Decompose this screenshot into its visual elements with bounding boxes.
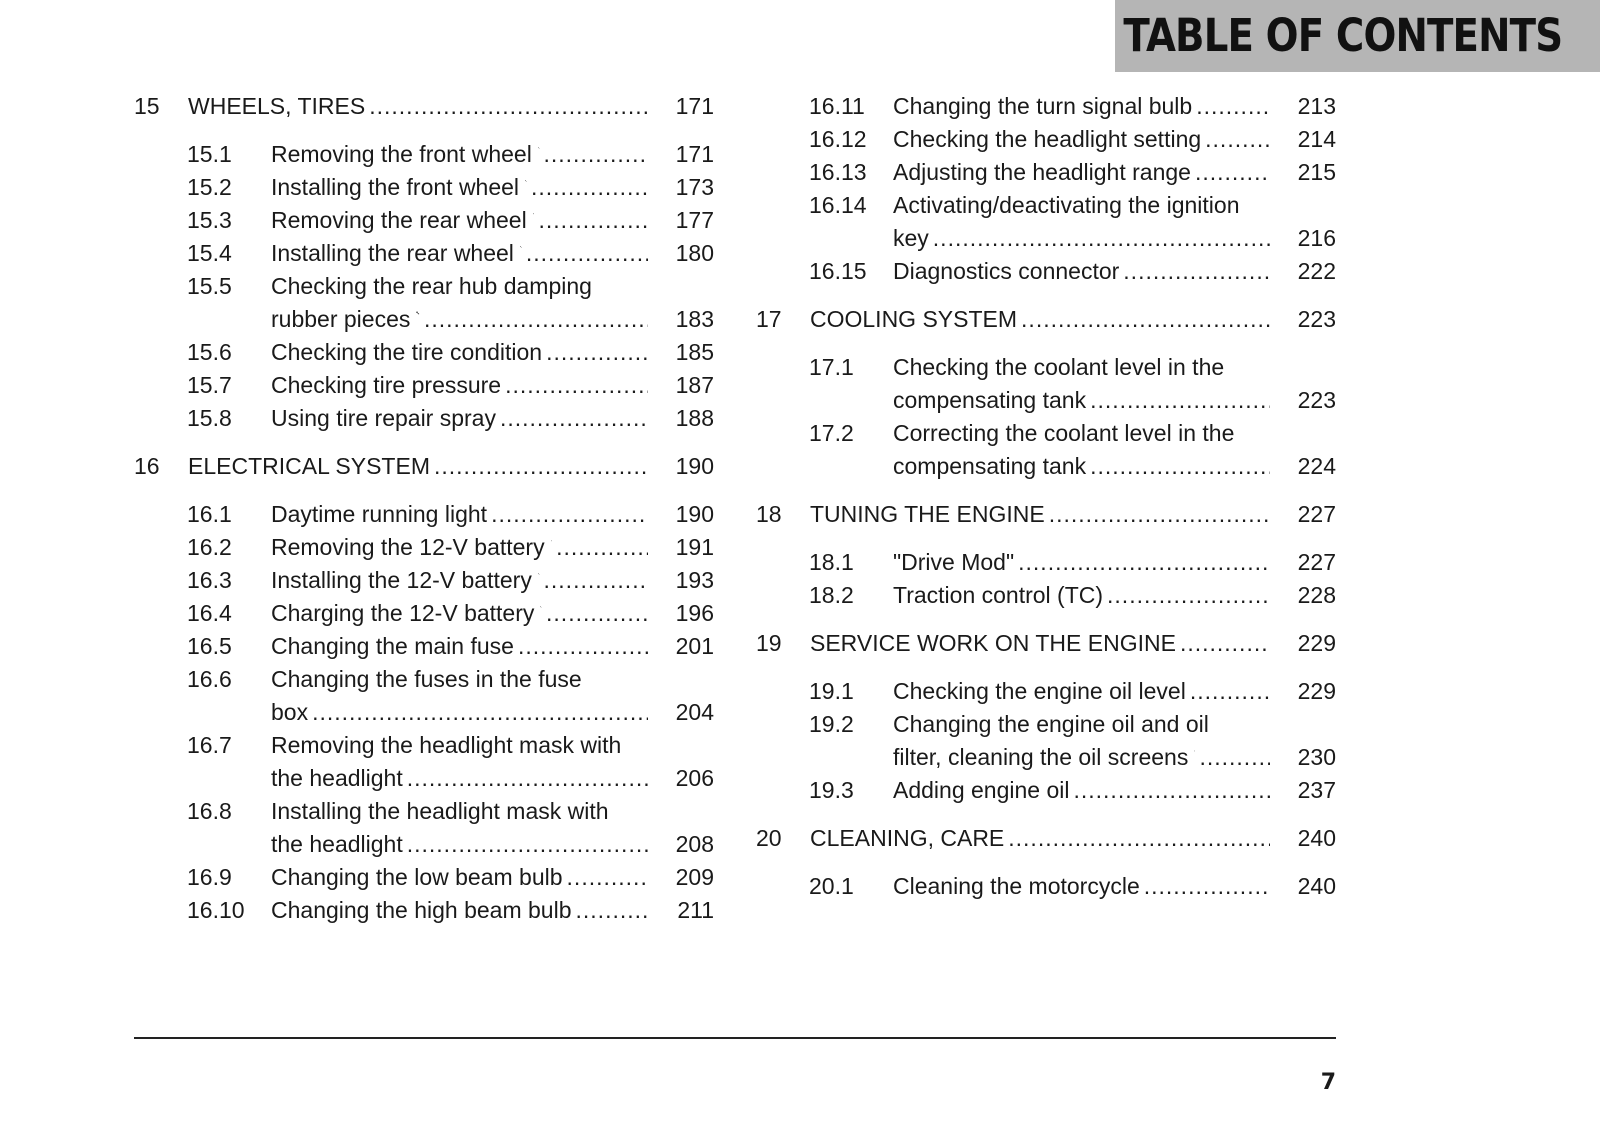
section-title <box>271 795 714 861</box>
toc-entry[interactable] <box>756 90 1336 123</box>
section-title-line: compensating tank <box>893 453 1087 479</box>
section-title <box>271 270 714 336</box>
page-number: 7 <box>1320 1070 1336 1095</box>
section-number: 16 <box>134 453 160 479</box>
toc-right-column <box>756 90 1336 903</box>
section-title-line: Changing the turn signal bulb <box>893 93 1193 119</box>
section-number: 15.7 <box>187 372 232 398</box>
toc-entry[interactable] <box>134 270 714 336</box>
page-reference: 223 <box>1297 306 1336 332</box>
section-title-line: SERVICE WORK ON THE ENGINE <box>810 630 1176 656</box>
dot-leader <box>546 336 648 369</box>
section-number: 17 <box>756 306 782 332</box>
section-title-line: Checking the engine oil level <box>893 678 1186 704</box>
section-number: 17.1 <box>809 354 854 380</box>
toc-entry[interactable] <box>134 237 714 270</box>
dot-leader <box>556 531 648 564</box>
section-title-line: Diagnostics connector <box>893 258 1120 284</box>
toc-entry[interactable] <box>134 171 714 204</box>
toc-entry[interactable] <box>756 870 1336 903</box>
section-title-line: Installing the rear wheel <box>271 240 514 266</box>
page-reference: 227 <box>1297 549 1336 575</box>
toc-chapter[interactable] <box>134 450 714 483</box>
toc-entry[interactable] <box>134 138 714 171</box>
section-number: 16.3 <box>187 567 232 593</box>
page-reference: 171 <box>675 141 714 167</box>
page-reference: 240 <box>1297 873 1336 899</box>
toc-entry[interactable] <box>756 156 1336 189</box>
section-number: 18.2 <box>809 582 854 608</box>
dot-leader <box>933 222 1270 255</box>
section-title-line: Daytime running light <box>271 501 488 527</box>
page-reference: 193 <box>675 567 714 593</box>
section-title <box>271 138 714 171</box>
section-title-line: Adding engine oil <box>893 777 1070 803</box>
page-reference: 173 <box>675 174 714 200</box>
page-reference: 171 <box>675 93 714 119</box>
page-reference: 188 <box>675 405 714 431</box>
dot-leader <box>407 762 648 795</box>
section-title <box>893 123 1336 156</box>
section-number: 15.3 <box>187 207 232 233</box>
dot-leader <box>538 204 648 237</box>
page-reference: 224 <box>1297 453 1336 479</box>
wrench-icon <box>538 138 540 158</box>
section-title <box>893 156 1336 189</box>
dot-leader <box>1205 123 1270 156</box>
dot-leader <box>531 171 648 204</box>
section-title <box>271 861 714 894</box>
toc-entry[interactable] <box>134 795 714 861</box>
section-title <box>271 894 714 927</box>
section-title-line: Installing the front wheel <box>271 174 520 200</box>
footer-divider <box>134 1037 1336 1039</box>
section-title-line: the headlight <box>271 831 403 857</box>
toc-chapter[interactable] <box>756 627 1336 660</box>
section-title <box>271 729 714 795</box>
section-title <box>271 564 714 597</box>
dot-leader <box>1180 627 1270 660</box>
section-title <box>893 417 1336 483</box>
section-title <box>271 663 714 729</box>
section-number: 18.1 <box>809 549 854 575</box>
page-reference: 237 <box>1297 777 1336 803</box>
section-title-line: Correcting the coolant level in the <box>893 420 1235 446</box>
page-reference: 177 <box>675 207 714 233</box>
section-title <box>188 90 714 123</box>
wrench-icon <box>525 171 527 191</box>
section-title <box>271 204 714 237</box>
section-number: 15.8 <box>187 405 232 431</box>
section-number: 15.6 <box>187 339 232 365</box>
page-reference: 190 <box>675 453 714 479</box>
toc-entry[interactable] <box>756 675 1336 708</box>
section-title-line: Changing the low beam bulb <box>271 864 563 890</box>
section-title-line: Charging the 12-V battery <box>271 600 535 626</box>
section-title <box>893 774 1336 807</box>
section-number: 16.11 <box>809 93 865 119</box>
toc-entry[interactable] <box>756 351 1336 417</box>
section-number: 19.2 <box>809 711 854 737</box>
dot-leader <box>544 138 649 171</box>
section-title <box>893 870 1336 903</box>
toc-entry[interactable] <box>134 336 714 369</box>
section-number: 16.10 <box>187 897 245 923</box>
section-number: 18 <box>756 501 782 527</box>
dot-leader <box>1199 741 1270 774</box>
section-title <box>271 336 714 369</box>
section-title <box>810 303 1336 336</box>
toc-entry[interactable] <box>134 630 714 663</box>
section-title-line: box <box>271 699 309 725</box>
section-title-line: Traction control (TC) <box>893 582 1104 608</box>
dot-leader <box>1090 384 1270 417</box>
toc-left-column <box>134 90 714 927</box>
section-number: 16.6 <box>187 666 232 692</box>
section-title <box>271 531 714 564</box>
page-reference: 216 <box>1297 225 1336 251</box>
dot-leader <box>1018 546 1270 579</box>
toc-entry[interactable] <box>134 498 714 531</box>
page-reference: 214 <box>1297 126 1336 152</box>
toc-entry[interactable] <box>134 597 714 630</box>
page-reference: 228 <box>1297 582 1336 608</box>
wrench-icon <box>540 597 542 617</box>
page-reference: 206 <box>675 765 714 791</box>
section-title <box>271 630 714 663</box>
page-reference: 187 <box>675 372 714 398</box>
section-title-line: Removing the 12-V battery <box>271 534 545 560</box>
dot-leader <box>407 828 648 861</box>
page-reference: 240 <box>1297 825 1336 851</box>
section-title-line: Installing the 12-V battery <box>271 567 532 593</box>
section-title-line: COOLING SYSTEM <box>810 306 1018 332</box>
section-title-line: Removing the front wheel <box>271 141 532 167</box>
section-title <box>188 450 714 483</box>
toc-entry[interactable] <box>134 531 714 564</box>
wrench-icon <box>520 237 522 257</box>
toc-entry[interactable] <box>134 894 714 927</box>
dot-leader <box>1107 579 1270 612</box>
wrench-icon <box>416 303 420 323</box>
section-number: 20 <box>756 825 782 851</box>
section-title <box>893 675 1336 708</box>
dot-leader <box>1049 498 1270 531</box>
page-reference: 230 <box>1297 744 1336 770</box>
section-number: 16.8 <box>187 798 232 824</box>
dot-leader <box>576 894 648 927</box>
toc-entry[interactable] <box>756 579 1336 612</box>
dot-leader <box>500 402 648 435</box>
dot-leader <box>526 237 648 270</box>
section-title <box>893 90 1336 123</box>
dot-leader <box>544 564 648 597</box>
page-reference: 222 <box>1297 258 1336 284</box>
dot-leader <box>1123 255 1270 288</box>
page-title: TABLE OF CONTENTS <box>1123 9 1562 62</box>
dot-leader <box>1090 450 1270 483</box>
section-number: 19 <box>756 630 782 656</box>
section-title <box>810 822 1336 855</box>
section-title <box>810 498 1336 531</box>
toc-chapter[interactable] <box>756 822 1336 855</box>
page-reference: 229 <box>1297 678 1336 704</box>
section-title-line: TUNING THE ENGINE <box>810 501 1045 527</box>
section-number: 15.2 <box>187 174 232 200</box>
section-title-line: Checking tire pressure <box>271 372 502 398</box>
section-title <box>893 546 1336 579</box>
section-title <box>893 351 1336 417</box>
wrench-icon <box>551 531 552 551</box>
section-number: 16.1 <box>187 501 232 527</box>
page-reference: 211 <box>677 897 714 923</box>
toc-entry[interactable] <box>134 729 714 795</box>
section-title-line: Removing the rear wheel <box>271 207 527 233</box>
section-title-line: Using tire repair spray <box>271 405 496 431</box>
section-title-line: Changing the engine oil and oil <box>893 711 1209 737</box>
toc-entry[interactable] <box>756 546 1336 579</box>
section-title-line: Adjusting the headlight range <box>893 159 1191 185</box>
toc-chapter[interactable] <box>134 90 714 123</box>
section-number: 15.4 <box>187 240 232 266</box>
wrench-icon <box>1194 741 1195 761</box>
section-title <box>810 627 1336 660</box>
section-title <box>271 369 714 402</box>
section-number: 16.15 <box>809 258 867 284</box>
page-reference: 223 <box>1297 387 1336 413</box>
wrench-icon <box>538 564 540 584</box>
toc-entry[interactable] <box>756 189 1336 255</box>
section-number: 16.14 <box>809 192 867 218</box>
section-title-line: key <box>893 225 929 251</box>
toc-entry[interactable] <box>134 402 714 435</box>
section-number: 19.1 <box>809 678 854 704</box>
section-title-line: Changing the fuses in the fuse <box>271 666 582 692</box>
section-title-line: compensating tank <box>893 387 1087 413</box>
section-title-line: Checking the tire condition <box>271 339 543 365</box>
page-reference: 204 <box>675 699 714 725</box>
toc-entry[interactable] <box>134 369 714 402</box>
dot-leader <box>491 498 648 531</box>
page-reference: 185 <box>675 339 714 365</box>
dot-leader <box>312 696 648 729</box>
section-number: 15.5 <box>187 273 232 299</box>
section-number: 16.9 <box>187 864 232 890</box>
toc-entry[interactable] <box>756 774 1336 807</box>
section-title <box>271 597 714 630</box>
section-title-line: Installing the headlight mask with <box>271 798 609 824</box>
section-title-line: WHEELS, TIRES <box>188 93 366 119</box>
wrench-icon <box>533 204 535 224</box>
section-title-line: Activating/deactivating the ignition <box>893 192 1240 218</box>
section-title-line: Checking the coolant level in the <box>893 354 1225 380</box>
section-title-line: Cleaning the motorcycle <box>893 873 1140 899</box>
section-title <box>271 402 714 435</box>
toc-entry[interactable] <box>134 663 714 729</box>
section-number: 15 <box>134 93 160 119</box>
dot-leader <box>434 450 648 483</box>
toc-chapter[interactable] <box>756 303 1336 336</box>
section-title-line: filter, cleaning the oil screens <box>893 744 1189 770</box>
section-title-line: Checking the rear hub damping <box>271 273 592 299</box>
dot-leader <box>1021 303 1270 336</box>
page-reference: 213 <box>1297 93 1336 119</box>
page-reference: 196 <box>675 600 714 626</box>
section-title-line: Removing the headlight mask with <box>271 732 622 758</box>
page-reference: 183 <box>675 306 714 332</box>
section-number: 16.2 <box>187 534 232 560</box>
section-title-line: "Drive Mod" <box>893 549 1015 575</box>
toc-entry[interactable] <box>134 564 714 597</box>
toc-entry[interactable] <box>134 861 714 894</box>
section-number: 17.2 <box>809 420 854 446</box>
section-number: 19.3 <box>809 777 854 803</box>
dot-leader <box>1190 675 1270 708</box>
section-title-line: Changing the main fuse <box>271 633 514 659</box>
dot-leader <box>1144 870 1270 903</box>
page-reference: 190 <box>675 501 714 527</box>
page-reference: 191 <box>675 534 714 560</box>
section-title-line: ELECTRICAL SYSTEM <box>188 453 430 479</box>
page-reference: 201 <box>675 633 714 659</box>
toc-entry[interactable] <box>756 255 1336 288</box>
dot-leader <box>1195 156 1270 189</box>
dot-leader <box>1196 90 1270 123</box>
header-banner <box>1115 0 1600 72</box>
section-number: 16.7 <box>187 732 232 758</box>
dot-leader <box>424 303 648 336</box>
section-title <box>271 498 714 531</box>
section-number: 16.5 <box>187 633 232 659</box>
section-title <box>893 579 1336 612</box>
page-reference: 209 <box>675 864 714 890</box>
dot-leader <box>505 369 648 402</box>
page-reference: 227 <box>1297 501 1336 527</box>
section-title-line: rubber pieces <box>271 306 411 332</box>
section-title <box>893 189 1336 255</box>
section-number: 16.4 <box>187 600 232 626</box>
section-number: 20.1 <box>809 873 854 899</box>
dot-leader <box>567 861 648 894</box>
section-number: 16.13 <box>809 159 867 185</box>
toc-entry[interactable] <box>134 204 714 237</box>
section-title <box>271 237 714 270</box>
dot-leader <box>546 597 648 630</box>
dot-leader <box>518 630 648 663</box>
section-number: 15.1 <box>187 141 232 167</box>
section-title-line: Checking the headlight setting <box>893 126 1202 152</box>
section-title <box>893 255 1336 288</box>
page-reference: 180 <box>675 240 714 266</box>
dot-leader <box>369 90 648 123</box>
toc-entry[interactable] <box>756 708 1336 774</box>
dot-leader <box>1073 774 1270 807</box>
toc-chapter[interactable] <box>756 498 1336 531</box>
page-reference: 229 <box>1297 630 1336 656</box>
section-title-line: CLEANING, CARE <box>810 825 1005 851</box>
section-title-line: Changing the high beam bulb <box>271 897 572 923</box>
section-title-line: the headlight <box>271 765 403 791</box>
toc-entry[interactable] <box>756 123 1336 156</box>
toc-entry[interactable] <box>756 417 1336 483</box>
dot-leader <box>1008 822 1270 855</box>
page-reference: 215 <box>1297 159 1336 185</box>
section-title <box>893 708 1336 774</box>
section-title <box>271 171 714 204</box>
section-number: 16.12 <box>809 126 867 152</box>
page-reference: 208 <box>675 831 714 857</box>
